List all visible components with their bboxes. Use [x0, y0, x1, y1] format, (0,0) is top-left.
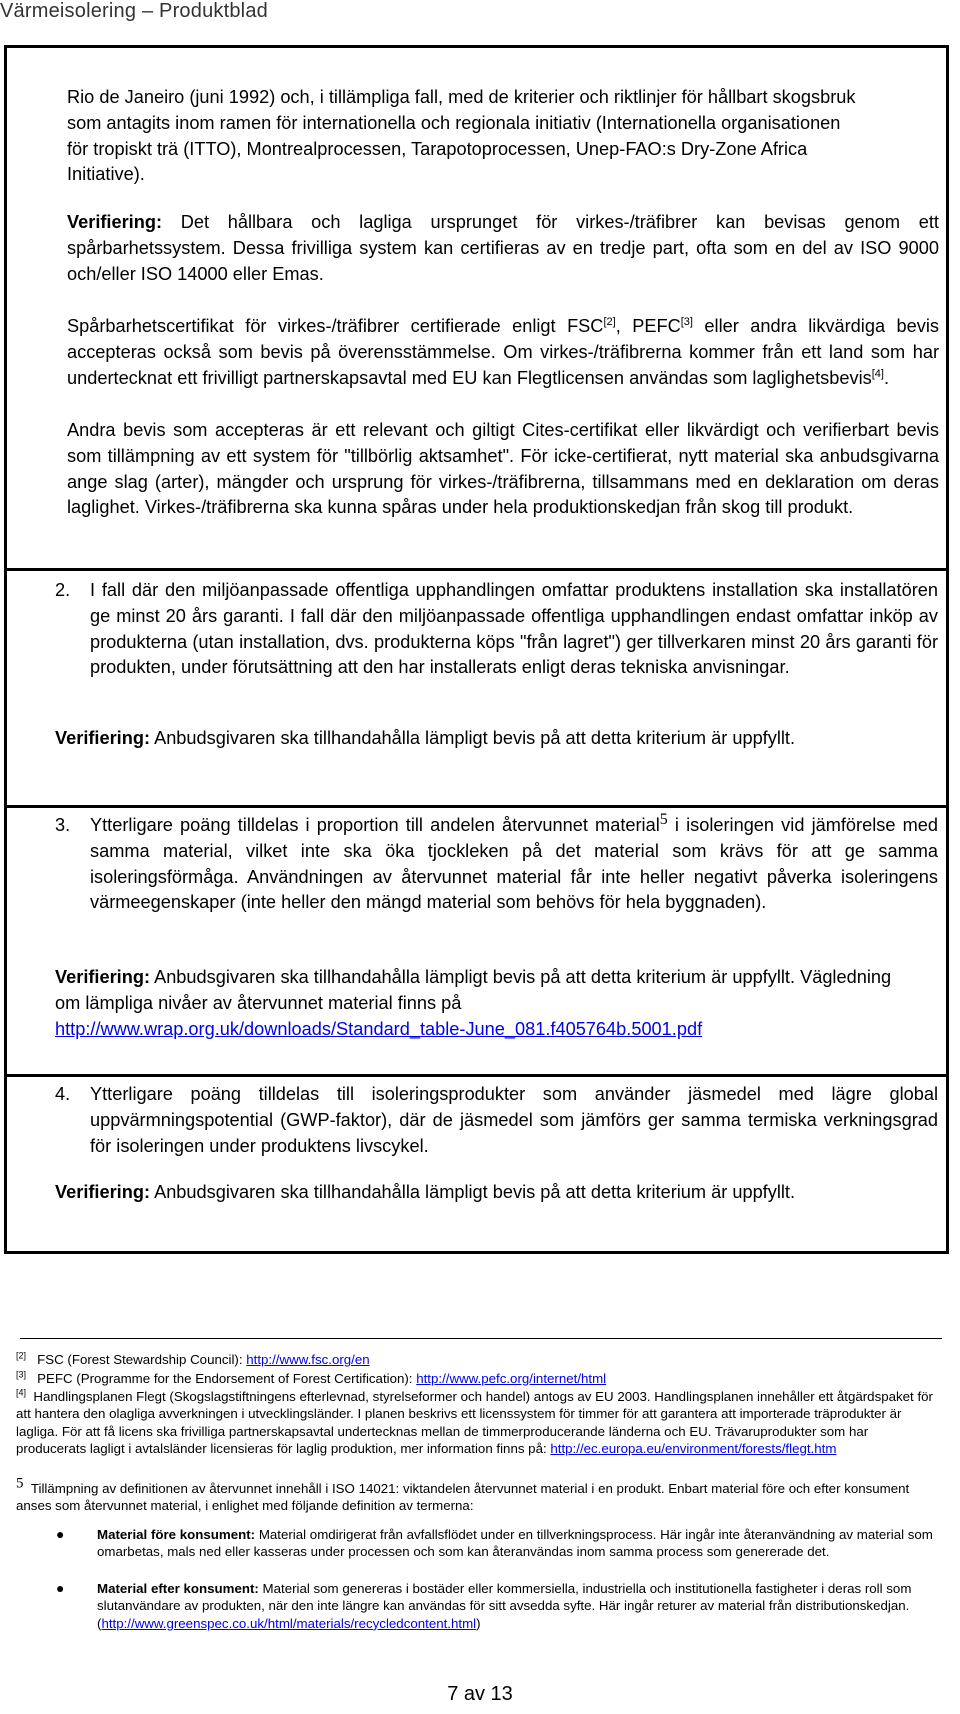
criterion-box-2 — [4, 568, 949, 808]
footnote-2: [2] FSC (Forest Stewardship Council): http://www.fsc.org/en — [16, 1350, 370, 1367]
item-number: 4. — [55, 1084, 71, 1104]
verification-paragraph: Verifiering: Anbudsgivaren ska tillhandahålla lämpligt bevis på att detta kriterium är uppfyllt. — [55, 1182, 796, 1202]
verification-paragraph: Verifiering: Det hållbara och lagliga ursprunget för virkes-/träfibrer kan bevisas genom ett spårbarhetssystem. Dessa frivilliga system kan certifieras av en tredje part, ofta som en del av ISO 9000 och/eller ISO 14000 eller Emas. — [67, 212, 939, 284]
pefc-link[interactable]: http://www.pefc.org/internet/html — [416, 1371, 607, 1386]
page-number: 7 av 13 — [447, 1683, 513, 1705]
item-number: 3. — [55, 815, 71, 835]
footnote-ref-3[interactable]: [3] — [680, 315, 693, 328]
item-number: 2. — [55, 580, 71, 600]
verification-paragraph: Verifiering: Anbudsgivaren ska tillhandahålla lämpligt bevis på att detta kriterium är uppfyllt. — [55, 728, 796, 748]
footnote-5: 5 Tillämpning av definitionen av återvunnet innehåll i ISO 14021: viktandelen återvunnet material i en produkt. Enbart material före och efter konsument anses som återvunnet material, i enlighet med följande definition av termerna: — [16, 1475, 910, 1514]
item-text: Ytterligare poäng tilldelas till isoleringsprodukter som använder jäsmedel med lägre global uppvärmningspotential (GWP-faktor), där de jäsmedel som jämförs ger samma termiska verkningsgrad för isoleringen under produktens livscykel. — [90, 1084, 938, 1156]
document-header: Värmeisolering – Produktblad — [0, 0, 268, 22]
footnote-ref-2[interactable]: [2] — [603, 315, 616, 328]
fsc-link[interactable]: http://www.fsc.org/en — [246, 1352, 370, 1367]
criterion-box-1 — [4, 45, 949, 571]
other-evidence-paragraph: Andra bevis som accepteras är ett relevant och giltigt Cites-certifikat eller likvärdigt och verifierbart bevis som tillämpning av ett system för "tillbörlig aktsamhet". För icke-certifierat, nytt material ska anbudsgivarna ange slag (arter), mängder och ursprung för virkes-/träfibrerna, tillsammans med en deklaration om deras laglighet. Virkes-/träfibrerna ska kunna spåras under hela produktionskedjan från skog till produkt. — [67, 420, 939, 518]
criterion-box-4 — [4, 1074, 949, 1254]
bullet-icon: ● — [56, 1580, 65, 1596]
traceability-paragraph: Spårbarhetscertifikat för virkes-/träfibrer certifierade enligt FSC[2], PEFC[3] eller andra likvärdiga bevis accepteras också som bevis på överensstämmelse. Om virkes-/träfibrerna kommer från ett land som har undertecknat ett frivilligt partnerskapsavtal med EU kan Flegtlicensen användas som laglighetsbevis[4]. — [67, 315, 939, 388]
verification-paragraph: Verifiering: Anbudsgivaren ska tillhandahålla lämpligt bevis på att detta kriterium är uppfyllt. Vägledning om lämpliga nivåer av återvunnet material finns på http://www.wrap.org.uk/downloads/Standard_table-June_081.f405764b.5001.pdf — [55, 967, 892, 1039]
wrap-link[interactable]: http://www.wrap.org.uk/downloads/Standard_table-June_081.f405764b.5001.pdf — [55, 1018, 703, 1039]
verification-label: Verifiering: — [55, 1182, 151, 1202]
greenspec-link[interactable]: http://www.greenspec.co.uk/html/materials/recycledcontent.html — [101, 1615, 477, 1631]
item-text: I fall där den miljöanpassade offentliga upphandlingen omfattar produktens installation ska installatören ge minst 20 års garanti. I fall där den miljöanpassade offentliga upphandlingen endast omfattar inköp av produkterna (utan installation, dvs. produkterna köps "från lagret") ger tillverkaren minst 20 års garanti för produkten, under förutsättning att den har installerats enligt deras tekniska anvisningar. — [90, 580, 938, 678]
footnote-separator — [20, 1338, 942, 1339]
bullet-icon: ● — [56, 1526, 65, 1542]
intro-paragraph: Rio de Janeiro (juni 1992) och, i tillämpliga fall, med de kriterier och riktlinjer för hållbart skogsbruk som antagits inom ramen för internationella och regionala initiativ (Internationella organisationen för tropiskt trä (ITTO), Montrealprocessen, Tarapotoprocessen, Unep-FAO:s Dry-Zone Africa Initiative). — [67, 87, 856, 185]
item-text: Ytterligare poäng tilldelas i proportion till andelen återvunnet material$^5$ i isoleringen vid jämförelse med samma material, vilket inte ska öka tjockleken på det material som krävs för att ge samma isoleringsförmåga. Användningen av återvunnet material får inte heller negativt påverka isoleringens värmeegenskaper (inte heller den mängd material som behövs för hela byggnaden). — [90, 810, 938, 913]
verification-label: Verifiering: — [55, 728, 151, 748]
footnote-ref-5[interactable]: 5 — [659, 810, 668, 828]
verification-label: Verifiering: — [67, 212, 163, 232]
footnote-3: [3] PEFC (Programme for the Endorsement of Forest Certification): http://www.pefc.org/internet/html — [16, 1369, 607, 1386]
flegt-link[interactable]: http://ec.europa.eu/environment/forests/flegt.htm — [550, 1441, 837, 1457]
footnote-ref-4[interactable]: [4] — [871, 367, 884, 380]
verification-label: Verifiering: — [55, 967, 151, 987]
footnote-4: [4] Handlingsplanen Flegt (Skogslagstiftningens efterlevnad, styrelseformer och handel) antogs av EU 2003. Handlingsplanen innehåller ett åtgärdspaket för att hantera den olagliga avverkningen i utvecklingsländer. I planen beskrivs ett licenssystem för timmer för att garantera att importerade träprodukter är lagliga. För att få licens ska frivilliga partnerskapsavtal undertecknas mellan de timmerproducerande länderna och EU. Trävaruprodukter som har producerats lagligt i avtalsländer licensieras för laglig produktion, mer information finns på: http://ec.europa.eu/environment/forests/flegt.htm — [16, 1387, 933, 1457]
footnote-bullet-post-consumer: Material efter konsument: Material som genereras i bostäder eller kommersiella, industriella och institutionella fastigheter i deras roll som slutanvändare av produkten, när den inte längre kan användas för sitt avsedda syfte. Här ingår returer av material från distributionskedjan. (http://www.greenspec.co.uk/html/materials/recycledcontent.html) — [97, 1581, 912, 1631]
criterion-box-3 — [4, 805, 949, 1077]
footnote-bullet-pre-consumer: Material före konsument: Material omdirigerat från avfallsflödet under en tillverkningsprocess. Här ingår inte återanvändning av material som omarbetas, mals ned eller kasseras under processen och som kan återanvändas inom samma process som genererade det. — [97, 1527, 933, 1560]
